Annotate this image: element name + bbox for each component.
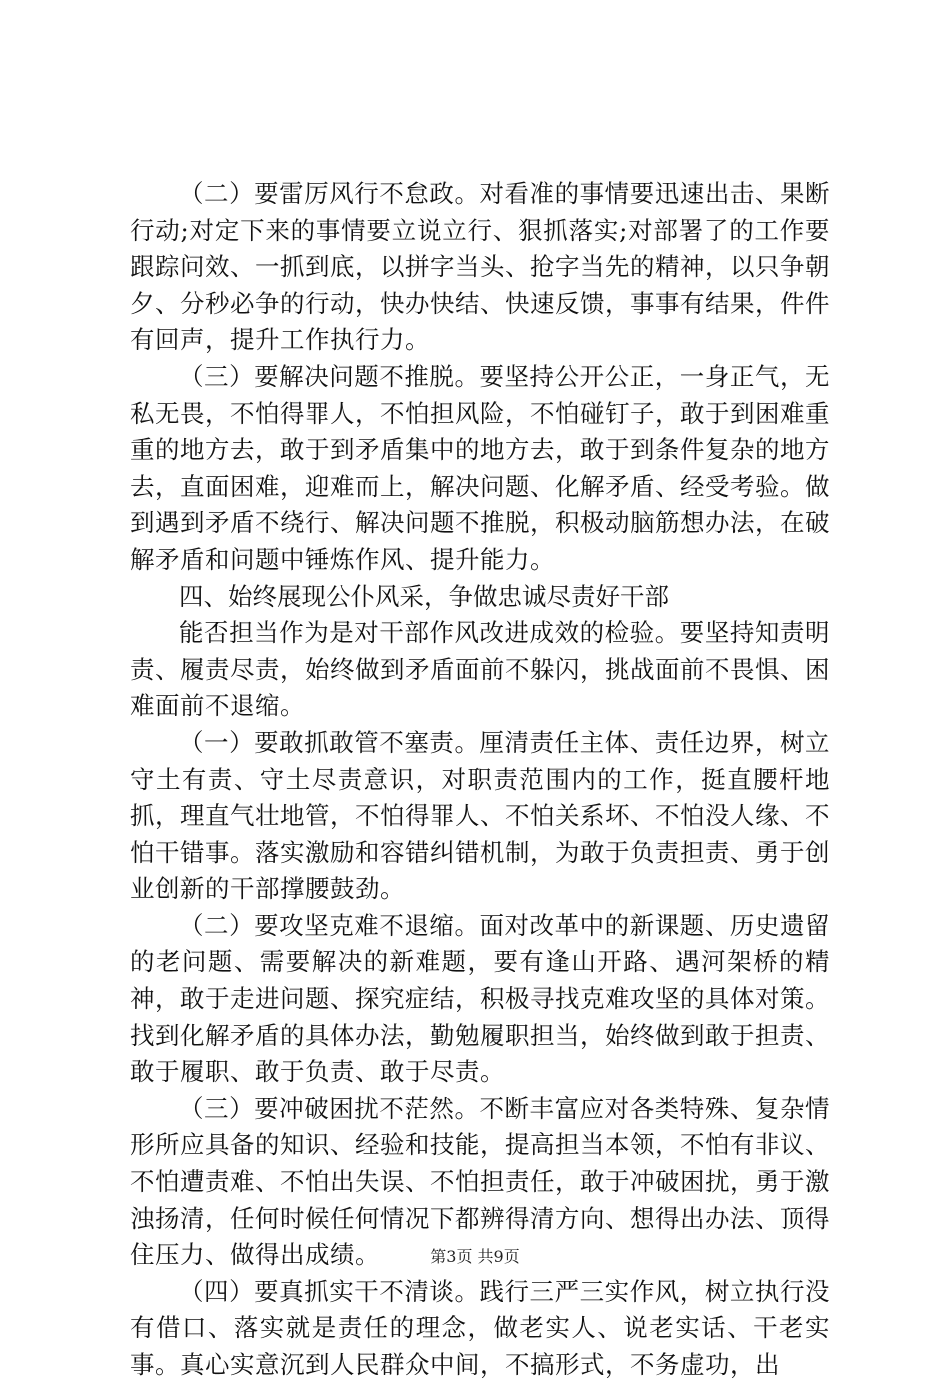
- paragraph-2-tackle-difficulties: （二）要攻坚克难不退缩。面对改革中的新课题、历史遗留的老问题、需要解决的新难题，要有逢山开路、遇河架桥的精神，敢于走进问题、探究症结，积极寻找克难攻坚的具体对策。找到化解矛盾的具体办法，勤勉履职担当，始终做到敢于担责、敢于履职、敢于负责、敢于尽责。: [130, 910, 830, 1087]
- paragraph-3-break-through: （三）要冲破困扰不茫然。不断丰富应对各类特殊、复杂情形所应具备的知识、经验和技能，提高担当本领，不怕有非议、不怕遭责难、不怕出失误、不怕担责任，敢于冲破困扰，勇于激浊扬清，任何时候任何情况下都辨得清方向、想得出办法、顶得住压力、做得出成绩。: [130, 1093, 830, 1270]
- paragraph-4-real-work: （四）要真抓实干不清谈。践行三严三实作风，树立执行没有借口、落实就是责任的理念，做老实人、说老实话、干老实事。真心实意沉到人民群众中间，不搞形式，不务虚功，出: [130, 1276, 830, 1379]
- page-footer: 第3页 共9页: [430, 1247, 520, 1266]
- paragraph-section-intro: 能否担当作为是对干部作风改进成效的检验。要坚持知责明责、履责尽责，始终做到矛盾面前不躲闪，挑战面前不畏惧、困难面前不退缩。: [130, 618, 830, 721]
- paragraph-1-responsibility: （一）要敢抓敢管不塞责。厘清责任主体、责任边界，树立守土有责、守土尽责意识，对职责范围内的工作，挺直腰杆地抓，理直气壮地管，不怕得罪人、不怕关系坏、不怕没人缘、不怕干错事。落实激励和容错纠错机制，为敢于负责担责、勇于创业创新的干部撑腰鼓劲。: [130, 727, 830, 904]
- paragraph-2-decisive-action: （二）要雷厉风行不怠政。对看准的事情要迅速出击、果断行动;对定下来的事情要立说立行、狠抓落实;对部署了的工作要跟踪问效、一抓到底，以拼字当头、抢字当先的精神，以只争朝夕、分秒必争的行动，快办快结、快速反馈，事事有结果，件件有回声，提升工作执行力。: [130, 179, 830, 355]
- paragraph-3-solve-problems: （三）要解决问题不推脱。要坚持公开公正，一身正气，无私无畏，不怕得罪人，不怕担风险，不怕碰钉子，敢于到困难重重的地方去，敢于到矛盾集中的地方去，敢于到条件复杂的地方去，直面困难，迎难而上，解决问题、化解矛盾、经受考验。做到遇到矛盾不绕行、解决问题不推脱，积极动脑筋想办法，在破解矛盾和问题中锤炼作风、提升能力。: [130, 361, 830, 574]
- document-body: [130, 176, 830, 1384]
- section-heading-4: 四、始终展现公仆风采，争做忠诚尽责好干部: [179, 581, 669, 611]
